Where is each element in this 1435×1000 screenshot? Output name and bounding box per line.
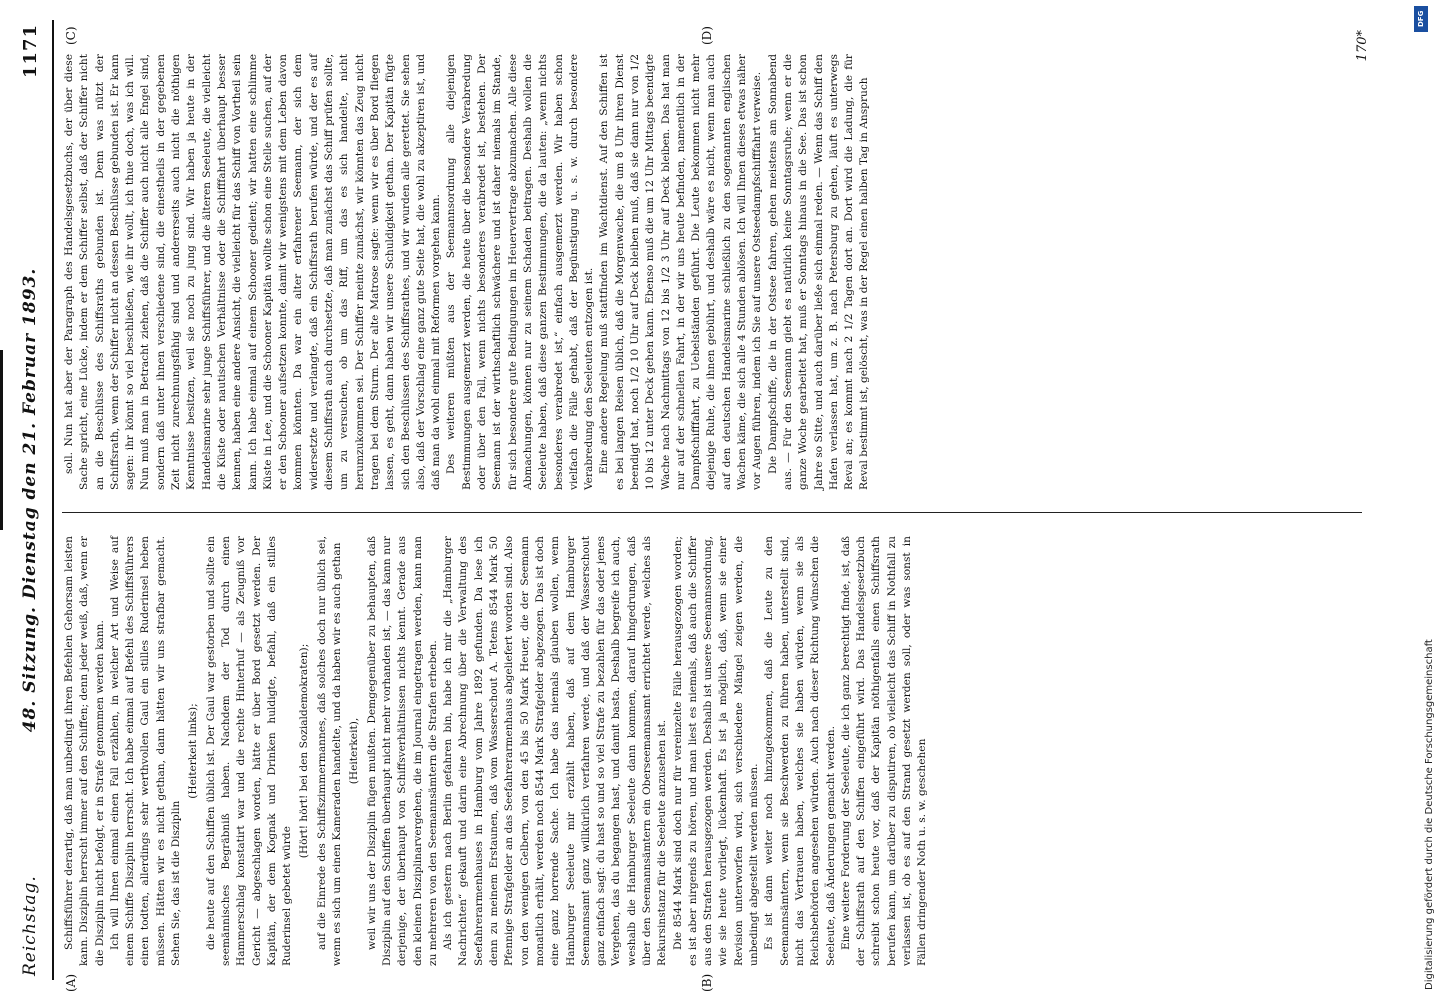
running-head-center: 48. Sitzung. Dienstag den 21. Februar 1893. xyxy=(20,267,40,733)
margin-letter-b: (B) xyxy=(700,973,714,992)
digitization-credit xyxy=(1410,0,1435,1000)
right-column xyxy=(62,54,1372,490)
paragraph: Eine weitere Forderung der Seeleute, die ich ganz berechtigt finde, ist, daß der Schiffsrath auf den Schiffen eingeführt wird. Das Handelsgesetzbuch schreibt schon heute vor, daß der Kapitän nöthigenfalls einen Schiffsrath berufen kann, um darüber zu disputiren, ob vielleicht das Schiff in Nothfall zu verlassen ist, ob es auf den Strand gesetzt werden soll, oder was sonst in Fällen dringender Noth u. s. w. geschehen xyxy=(839,536,929,966)
paragraph: Als ich gestern nach Berlin gefahren bin, habe ich mir die „Hamburger Nachrichten“ gekauft und darin eine Abrechnung über die Verwaltung des Seefahrerarmenhauses in Hamburg vom Jahre 1892 gefunden. Da lese ich denn zu meinem Erstaunen, daß vom Wasserschout A. Tetens 8544 Mark 50 Pfennige Strafgelder an das Seefahrerarmenhaus abgeliefert worden sind. Also von den wenigen Gelbern, von den 45 bis 50 Mark Heuer, die der Seemann monatlich erhält, werden noch 8544 Mark Strafgelder abgezogen. Das ist doch eine ganz horrende Sache. Ich habe das niemals glauben wollen, wenn Hamburger Seeleute mir erzählt haben, daß auf dem Hamburger Seemannsamt ganz willkürlich verfahren werde, und daß der Wasserschout ganz einfach sagt: du hast so und so viel Strafe zu bezahlen für das oder jenes Vergehen, das du begangen hast, und damit basta. Deshalb begreife ich auch, weshalb die Hamburger Seeleute dann kommen, darauf hingedrungen, daß über den Seemannsämtern ein Oberseemannsamt errichtet werde, welches als Rekursinstanz für die Seeleute anzusehen ist. xyxy=(442,536,669,966)
paragraph: Schiffsführer derartig, daß man unbedingt ihren Befehlen Gehorsam leisten kann. Disziplin herrscht immer auf den Schiffen; denn jeder weiß, daß, wenn er die Disziplin nicht befolgt, er in Strafe genommen werden kann. xyxy=(63,536,106,966)
running-head xyxy=(10,14,54,986)
dfg-logo: DFG xyxy=(1414,6,1428,32)
paragraph: Des weiteren müßten aus der Seemannsordnung alle diejenigen Bestimmungen ausgemerzt werden, die heute über die besondere Verabredung oder über den Fall, wenn nichts besonderes verabredet ist, bestehen. Der Seemann ist der wirthschaftlich schwächere und ist daher niemals im Stande, für sich besondere gute Bedingungen im Heuervertrage abzumachen. Alle diese Abmachungen, können nur zu seinem Schaden beitragen. Deshalb wollen die Seeleute haben, daß diese ganzen Bestimmungen, die da lauten: „wenn nichts besonderes verabredet ist,“ einfach ausgemerzt werden. Wir haben schon vielfach die Fälle gehabt, daß der Begünstigung u. s. w. durch besondere Verabredung den Seeleuten entzogen ist. xyxy=(445,54,596,490)
interjection: (Heiterkeit), xyxy=(348,717,361,785)
interjection: (Hört! hört! bei den Sozialdemokraten); xyxy=(298,643,311,859)
paragraph: die heute auf den Schiffen üblich ist. Der Gaul war gestorben und sollte ein seemännisches Begräbniß haben. Nachdem der Tod durch einen Hammerschlag konstatirt war und die rechte Hinterhuf — als Zeugniß vor Gericht — abgeschlagen worden, hätte er über Bord gesetzt werden. Der Kapitän, der dem Kognak und Drinken huldigte, befahl, daß ein stilles Ruderinsel gebetet würde xyxy=(204,536,294,966)
paragraph: auf die Einrede des Schiffszimmermannes, daß solches doch nur üblich sei, wenn es sich um einen Kameraden handelte, und da haben wir es auch gethan xyxy=(315,536,344,966)
header-rule xyxy=(52,20,54,980)
interjection: (Heiterkeit links); xyxy=(187,703,200,799)
margin-letter-d: (D) xyxy=(700,26,714,45)
credit-text: Digitalisierung gefördert durch die Deutsche Forschungsgemeinschaft xyxy=(1424,639,1435,990)
paragraph: Die Dampfschiffe, die in der Ostsee fahren, gehen meistens am Sonnabend aus. — Für den Seemann giebt es natürlich keine Sonntagsruhe; wenn er die ganze Woche gearbeitet hat, muß er Sonntags hinaus in die See. Das ist schon Jahre so Sitte, und auch darüber ließe sich einmal reden. — Wenn das Schiff den Hafen verlassen hat, um z. B. nach Petersburg zu gehen, läuft es unterwegs Reval an; es kommt nach 2 1/2 Tagen dort an. Dort wird die Ladung, die für Reval bestimmt ist, gelöscht, was in der Regel einen halben Tag in Anspruch xyxy=(766,54,871,490)
margin-letter-a: (A) xyxy=(64,973,78,992)
signature-mark: 170* xyxy=(1355,30,1370,62)
paragraph: soll. Nun hat aber der Paragraph des Handelsgesetzbuchs, der über diese Sache spricht, eine Lücke, indem er dem Schiffer selbst, daß der Schiffer nicht an die Beschlüsse des Schiffsraths gebunden ist. Denn was nützt der Schiffsrath, wenn der Schiffer nicht an dessen Beschlüsse gebunden ist. Er kann sagen: ihr könnt so viel beschließen, wie ihr wollt, ich thue doch, was ich will. Nun muß man in Betracht ziehen, daß die Schiffer auch nicht alle Engel sind, sondern daß unter ihnen verschiedene sind, die einestheils in der gegebenen Zeit nicht zurechnungsfähig sind und andererseits auch nicht die nöthigen Kenntnisse besitzen, weil sie noch zu jung sind. Wir haben ja heute in der Handelsmarine sehr junge Schiffsführer, und die älteren Seeleute, die vielleicht die Küste oder nautischen Verhältnisse oder die Schifffahrt überhaupt besser kennen, haben eine andere Ansicht, die vielleicht für das Schiff von Vortheil sein kann. Ich habe einmal auf einem Schooner gedient; wir hatten eine schlimme Küste in Lee, und die Schooner Kapitän wollte schon eine Stelle suchen, auf der er den Schooner aufsetzen konnte, damit wir wenigstens mit dem Leben davon kommen könnten. Da war ein alter erfahrener Seemann, der sich dem widersetzte und verlangte, daß ein Schiffsrath berufen würde, und der es auf diesem Schiffsrath auch durchsetzte, daß man zunächst das Schiff prüfen sollte, um zu versuchen, ob um das Riff, um das es sich handelte, nicht herumzukommen sei. Der Schiffer meinte zunächst, wir könnten das Zeug nicht tragen bei dem Sturm. Der alte Matrose sagte: wenn wir es über Bord fliegen lassen, es geht, dann haben wir unsere Schuldigkeit gethan. Der Kapitän fügte sich den Beschlüssen des Schiffsrathes, und wir wurden alle gerettet. Sie sehen also, daß der Vorschlag eine ganz gute Seite hat, die wohl zu akzeptiren ist, und daß man da wohl einmal mit Reformen vorgehen kann. xyxy=(63,54,443,490)
left-column xyxy=(62,536,1372,966)
paragraph: Ich will Ihnen einmal einen Fall erzählen, in welcher Art und Weise auf einem Schiffe Disziplin herrscht. Ich habe einmal auf Befehl des Schiffsführers einen todten, allerdings sehr werthvollen Gaul ein stilles Ruderinsel heben müssen. Hätten wir es nicht gethan, dann hätten wir uns strafbar gemacht. Sehen Sie, das ist die Disziplin xyxy=(108,536,183,966)
column-divider xyxy=(62,512,1362,513)
paragraph: Eine andere Regelung muß stattfinden im Wachtdienst. Auf den Schiffen ist es bei langen Reisen üblich, daß die Morgenwache, die um 8 Uhr ihren Dienst beendigt hat, noch 1/2 10 Uhr auf Deck bleiben muß, daß sie dann nur von 1/2 10 bis 12 unter Deck gehen kann. Ebenso muß die um 12 Uhr Mittags beendigte Wache nach Nachmittags von 12 bis 1/2 3 Uhr auf Deck bleiben. Das hat man nur auf der schnellen Fahrt, in der wir uns heute befinden, namentlich in der Dampfschifffahrt, zu Uebelständen geführt. Die Leute bekommen nicht mehr diejenige Ruhe, die ihnen gebührt, und deshalb wäre es nicht, wenn man auch auf den deutschen Handelsmarine schließlich zu den sogenannten englischen Wachen käme, die sich alle 4 Stunden ablösen. Ich will Ihnen dieses etwas näher vor Augen führen, indem ich Sie auf unsere Ostseedampfschifffahrt verweise. xyxy=(598,54,764,490)
running-head-left: Reichstag. xyxy=(20,875,40,976)
paragraph: Es ist dann weiter noch hinzugekommen, daß die Leute zu den Seemannsämtern, wenn sie Beschwerden zu führen haben, unterstellt sind, nicht das Vertrauen haben, welches sie haben würden, wenn sie als Reichsbehörden angesehen würden. Auch nach dieser Richtung wünschen die Seeleute, daß Änderungen gemacht werden. xyxy=(763,536,837,966)
page-number: 1171 xyxy=(20,24,41,79)
top-rule xyxy=(0,350,3,530)
paragraph: Die 8544 Mark sind doch nur für vereinzelte Fälle herausgezogen worden; es ist aber nirgends zu hören, und man liest es niemals, daß auch die Schiffer aus den Strafen herausgezogen werden. Deshalb ist unsere Seemannsordnung, wie sie heute vorliegt, lückenhaft. Es ist ja möglich, daß, wenn sie einer Revision unterworfen wird, sich verschiedene Mängel zeigen werden, die unbedingt abgestellt werden müssen. xyxy=(671,536,761,966)
paragraph: weil wir uns der Disziplin fügen mußten. Demgegenüber zu behaupten, daß Disziplin auf den Schiffen überhaupt nicht mehr vorhanden ist, — das kann nur derjenige, der überhaupt von Schiffsverhältnissen nichts kennt. Gerade aus den kleinen Disziplinarvergehen, die im Journal eingetragen werden, kann man zu mehreren von den Seemannsämtern die Strafen erheben. xyxy=(365,536,439,966)
margin-letter-c: (C) xyxy=(64,26,78,45)
